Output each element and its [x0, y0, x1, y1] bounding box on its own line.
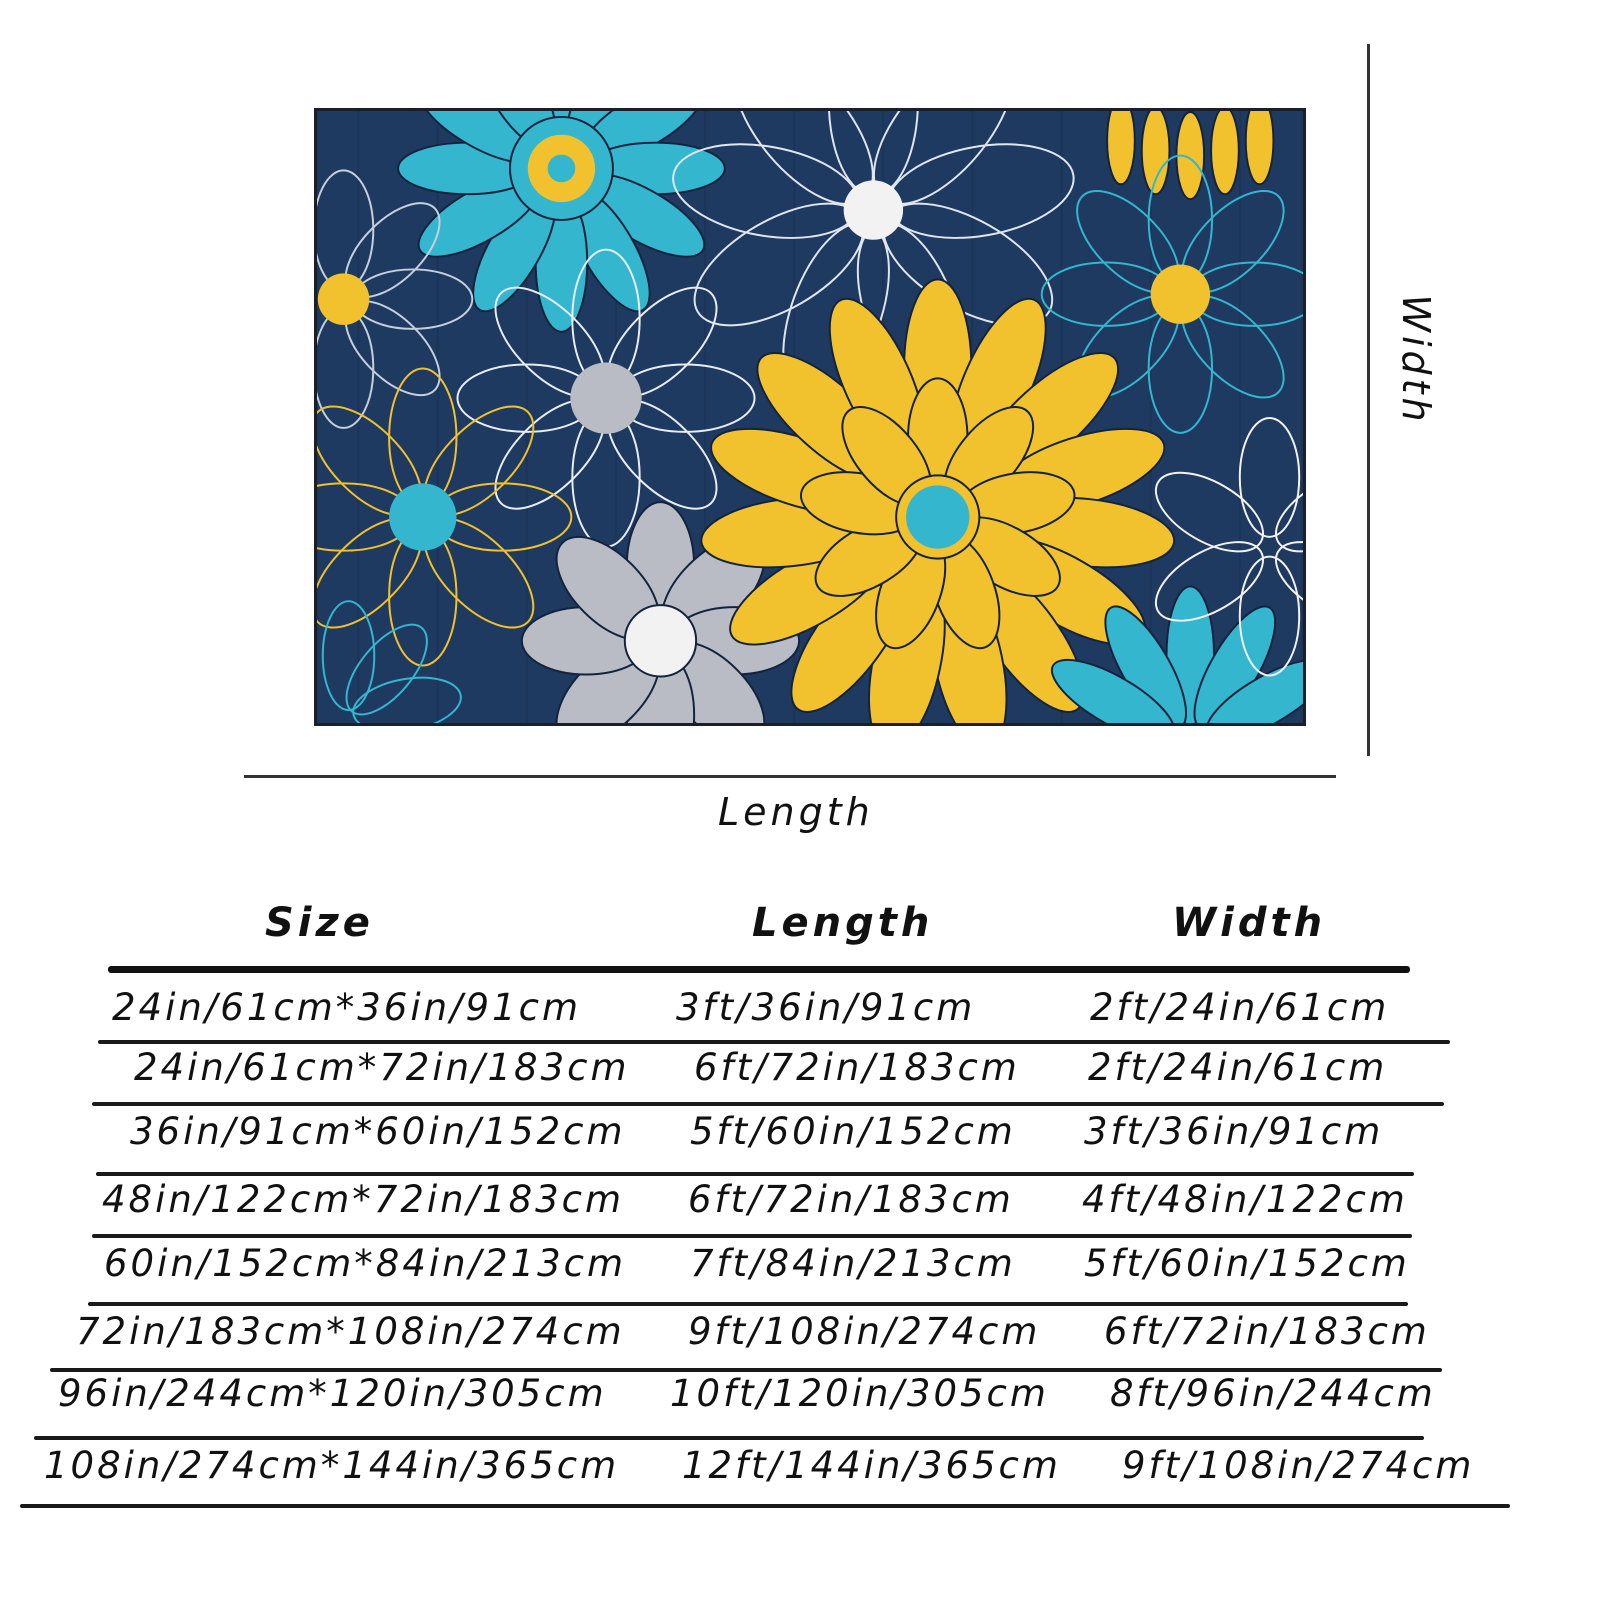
- table-row: [0, 982, 1600, 1048]
- length-dimension-label: Length: [718, 790, 874, 834]
- table-row: [0, 1306, 1600, 1372]
- row-length: 10ft/120in/305cm: [670, 1372, 1049, 1415]
- row-length: 3ft/36in/91cm: [676, 986, 976, 1029]
- table-row: [0, 1042, 1600, 1108]
- header-length: Length: [752, 900, 934, 946]
- header-width: Width: [1172, 900, 1327, 946]
- row-width: 3ft/36in/91cm: [1084, 1110, 1384, 1153]
- row-divider: [20, 1504, 1510, 1508]
- row-width: 6ft/72in/183cm: [1104, 1310, 1430, 1353]
- header-divider: [108, 966, 1410, 973]
- width-dimension-label: Width: [1394, 294, 1438, 426]
- row-width: 2ft/24in/61cm: [1090, 986, 1390, 1029]
- row-size: 96in/244cm*120in/305cm: [58, 1372, 607, 1415]
- row-length: 9ft/108in/274cm: [688, 1310, 1041, 1353]
- row-length: 6ft/72in/183cm: [694, 1046, 1020, 1089]
- rug-image: [314, 108, 1306, 726]
- row-length: 6ft/72in/183cm: [688, 1178, 1014, 1221]
- table-row: [0, 1106, 1600, 1172]
- table-row: [0, 1174, 1600, 1240]
- width-dimension-line: [1367, 44, 1370, 756]
- table-row: [0, 1440, 1600, 1506]
- table-row: [0, 1368, 1600, 1434]
- row-size: 60in/152cm*84in/213cm: [104, 1242, 627, 1285]
- row-width: 8ft/96in/244cm: [1110, 1372, 1436, 1415]
- row-size: 72in/183cm*108in/274cm: [76, 1310, 625, 1353]
- header-size: Size: [265, 900, 374, 946]
- row-size: 24in/61cm*72in/183cm: [134, 1046, 630, 1089]
- floral-pattern-illustration: [317, 111, 1303, 723]
- row-length: 5ft/60in/152cm: [690, 1110, 1016, 1153]
- row-size: 48in/122cm*72in/183cm: [102, 1178, 625, 1221]
- table-row: [0, 1238, 1600, 1304]
- row-width: 2ft/24in/61cm: [1088, 1046, 1388, 1089]
- row-size: 24in/61cm*36in/91cm: [112, 986, 581, 1029]
- row-size: 108in/274cm*144in/365cm: [44, 1444, 620, 1487]
- row-size: 36in/91cm*60in/152cm: [130, 1110, 626, 1153]
- row-width: 5ft/60in/152cm: [1084, 1242, 1410, 1285]
- length-dimension-line: [244, 775, 1336, 778]
- row-width: 9ft/108in/274cm: [1122, 1444, 1475, 1487]
- row-width: 4ft/48in/122cm: [1082, 1178, 1408, 1221]
- row-length: 12ft/144in/365cm: [682, 1444, 1061, 1487]
- row-length: 7ft/84in/213cm: [690, 1242, 1016, 1285]
